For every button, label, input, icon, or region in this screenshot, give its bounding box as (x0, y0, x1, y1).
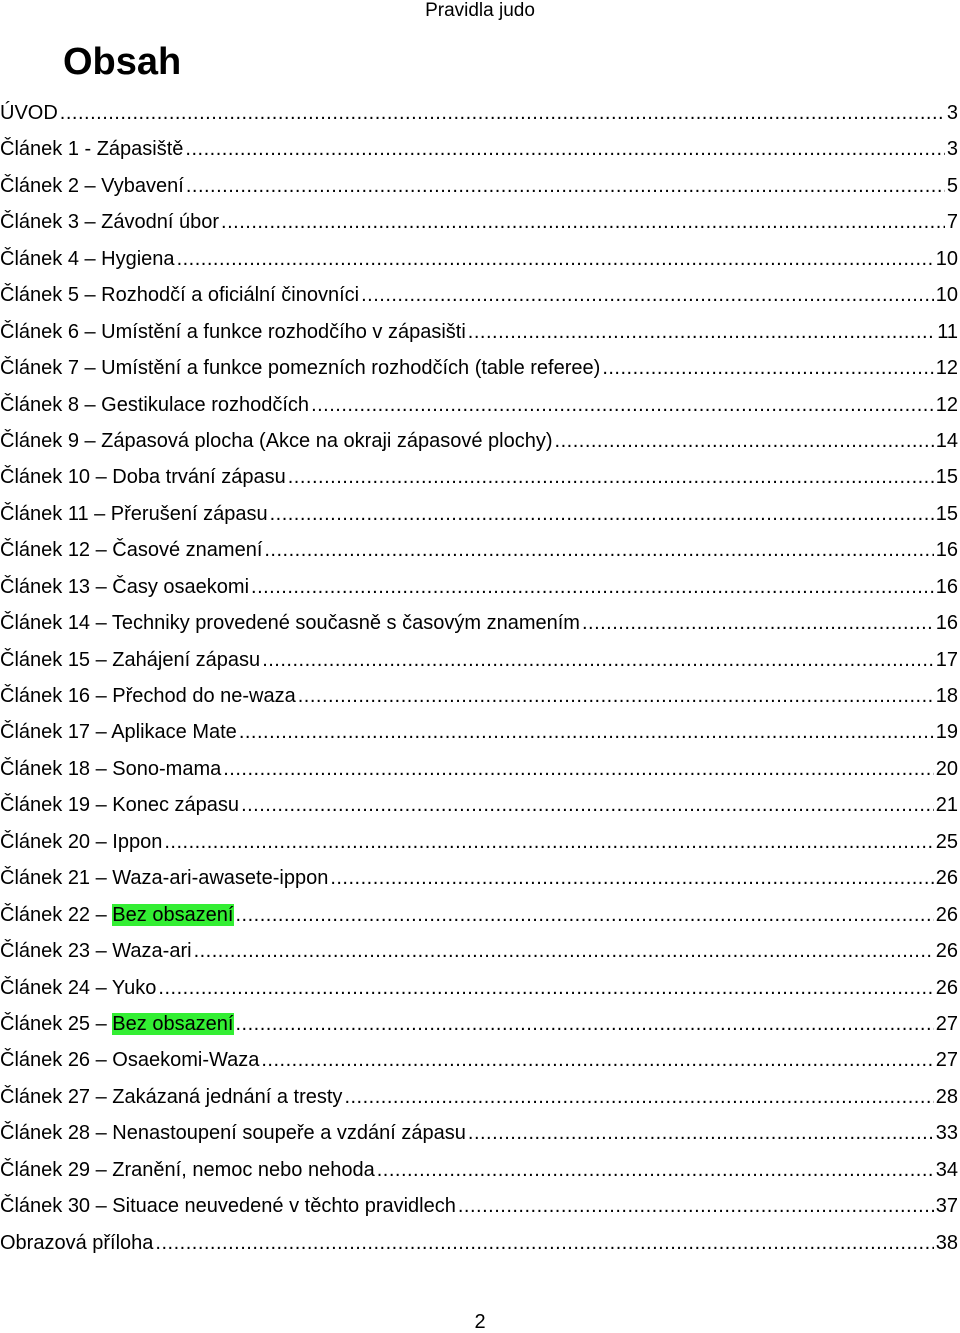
toc-entry-page-number[interactable]: 12 (935, 357, 958, 380)
toc-entry-title: Článek 13 – Časy osaekomi (0, 575, 250, 598)
toc-dot-leader (261, 1042, 933, 1078)
toc-entry[interactable] (0, 787, 958, 823)
toc-entry-title: Článek 17 – Aplikace Mate (0, 721, 237, 744)
toc-entry-label[interactable] (0, 277, 359, 313)
toc-entry[interactable] (0, 1115, 958, 1151)
toc-entry-label[interactable] (0, 678, 296, 714)
toc-entry-label[interactable] (0, 314, 466, 350)
toc-entry-page-number[interactable]: 10 (935, 247, 958, 270)
toc-entry-label[interactable] (0, 131, 183, 167)
toc-entry-page-number[interactable]: 5 (946, 174, 958, 197)
toc-entry-title: Článek 7 – Umístění a funkce pomezních rozhodčích (table referee) (0, 357, 601, 380)
toc-dot-leader (194, 933, 934, 969)
toc-entry-page-number[interactable]: 26 (935, 976, 958, 999)
toc-entry-title: Článek 15 – Zahájení zápasu (0, 648, 261, 671)
toc-entry[interactable] (0, 241, 958, 277)
toc-entry-title: Článek 10 – Doba trvání zápasu (0, 466, 286, 489)
toc-entry-label[interactable] (0, 168, 184, 204)
toc-entry-title: Článek 4 – Hygiena (0, 247, 175, 270)
toc-entry-title: Článek 9 – Zápasová plocha (Akce na okraji zápasové plochy) (0, 429, 553, 452)
toc-entry[interactable] (0, 496, 958, 532)
toc-entry-title: Článek 5 – Rozhodčí a oficiální činovníci (0, 284, 360, 307)
toc-entry-label[interactable] (0, 605, 580, 641)
toc-entry-page-number[interactable]: 33 (935, 1122, 958, 1145)
toc-entry-title: Článek 11 – Přerušení zápasu (0, 502, 268, 525)
toc-entry-title: Článek 28 – Nenastoupení soupeře a vzdání zápasu (0, 1122, 466, 1145)
toc-entry[interactable] (0, 569, 958, 605)
toc-dot-leader (251, 569, 934, 605)
toc-entry-title: Článek 8 – Gestikulace rozhodčích (0, 393, 310, 416)
toc-entry[interactable] (0, 897, 958, 933)
toc-entry-title: Článek 1 - Zápasiště (0, 138, 184, 161)
running-header: Pravidla judo (425, 0, 535, 21)
toc-entry-label[interactable] (0, 1006, 234, 1042)
toc-entry-label[interactable] (0, 1079, 342, 1115)
toc-entry[interactable] (0, 350, 958, 386)
toc-entry-title: Článek 25 – (0, 1012, 113, 1035)
toc-entry-page-number[interactable]: 26 (935, 903, 958, 926)
toc-entry[interactable] (0, 459, 958, 495)
toc-entry[interactable] (0, 605, 958, 641)
toc-entry-page-number[interactable]: 14 (935, 429, 958, 452)
toc-entry[interactable] (0, 1042, 958, 1078)
table-of-contents (0, 95, 958, 1261)
toc-entry-label[interactable] (0, 860, 328, 896)
toc-dot-leader (236, 897, 934, 933)
toc-entry[interactable] (0, 1152, 958, 1188)
toc-dot-leader (264, 532, 933, 568)
toc-entry-title: Článek 27 – Zakázaná jednání a tresty (0, 1085, 343, 1108)
toc-entry-title: Článek 6 – Umístění a funkce rozhodčího v zápasišti (0, 320, 466, 343)
toc-entry-label[interactable] (0, 642, 260, 678)
toc-dot-leader (311, 387, 934, 423)
toc-entry-page-number[interactable]: 17 (935, 648, 958, 671)
toc-entry[interactable] (0, 714, 958, 750)
toc-entry-label[interactable] (0, 933, 192, 969)
toc-entry-label[interactable] (0, 1042, 259, 1078)
toc-entry[interactable] (0, 933, 958, 969)
toc-entry-page-number[interactable]: 27 (935, 1012, 958, 1035)
toc-entry-page-number[interactable]: 26 (935, 940, 958, 963)
toc-entry-label[interactable] (0, 387, 309, 423)
toc-entry[interactable] (0, 642, 958, 678)
toc-dot-leader (155, 1225, 933, 1261)
toc-entry-label[interactable] (0, 423, 553, 459)
toc-entry-title: ÚVOD (0, 102, 58, 124)
toc-dot-leader (158, 970, 933, 1006)
toc-entry-label[interactable] (0, 496, 268, 532)
toc-entry-label[interactable] (0, 532, 262, 568)
toc-dot-leader (330, 860, 933, 896)
toc-entry-page-number[interactable]: 19 (935, 721, 958, 744)
toc-dot-leader (602, 350, 933, 386)
toc-entry-page-number[interactable]: 38 (935, 1231, 958, 1254)
toc-entry-title: Článek 23 – Waza-ari (0, 940, 192, 963)
toc-entry-label[interactable] (0, 714, 237, 750)
toc-entry-title: Článek 3 – Závodní úbor (0, 211, 220, 234)
toc-entry-highlight: Bez obsazení (112, 903, 234, 926)
toc-entry-label[interactable] (0, 787, 239, 823)
toc-entry[interactable] (0, 168, 958, 204)
toc-entry-title: Článek 19 – Konec zápasu (0, 794, 240, 817)
toc-entry-label[interactable] (0, 241, 175, 277)
toc-dot-leader (298, 678, 934, 714)
toc-entry[interactable] (0, 131, 958, 167)
toc-entry-title: Článek 30 – Situace neuvedené v těchto pravidlech (0, 1195, 456, 1218)
toc-dot-leader (241, 787, 934, 823)
toc-entry[interactable] (0, 314, 958, 350)
toc-entry[interactable] (0, 277, 958, 313)
toc-entry-label[interactable] (0, 95, 58, 131)
toc-entry-page-number[interactable]: 20 (935, 757, 958, 780)
toc-entry-page-number[interactable]: 15 (935, 466, 958, 489)
toc-entry[interactable] (0, 204, 958, 240)
toc-dot-leader (186, 168, 945, 204)
toc-entry-page-number[interactable]: 16 (935, 612, 958, 635)
toc-entry[interactable] (0, 95, 958, 131)
toc-entry[interactable] (0, 970, 958, 1006)
toc-dot-leader (223, 751, 934, 787)
toc-dot-leader (458, 1188, 934, 1224)
toc-dot-leader (177, 241, 934, 277)
toc-entry[interactable] (0, 1225, 958, 1261)
toc-entry-title: Článek 14 – Techniky provedené současně s časovým znamením (0, 612, 580, 635)
toc-entry[interactable] (0, 1079, 958, 1115)
toc-entry-title: Článek 18 – Sono-mama (0, 757, 222, 780)
toc-entry-title: Obrazová příloha (0, 1231, 154, 1254)
toc-entry-title: Článek 12 – Časové znamení (0, 539, 263, 562)
toc-entry-page-number[interactable]: 21 (935, 794, 958, 817)
toc-entry-page-number[interactable]: 3 (946, 102, 958, 124)
toc-dot-leader (239, 714, 934, 750)
toc-entry[interactable] (0, 678, 958, 714)
toc-entry-page-number[interactable]: 16 (935, 575, 958, 598)
toc-entry-label[interactable] (0, 459, 286, 495)
toc-entry-title: Článek 26 – Osaekomi-Waza (0, 1049, 260, 1072)
toc-entry[interactable] (0, 1006, 958, 1042)
toc-entry-page-number[interactable]: 37 (935, 1195, 958, 1218)
toc-entry-label[interactable] (0, 751, 221, 787)
toc-entry-page-number[interactable]: 3 (946, 138, 958, 161)
toc-entry[interactable] (0, 751, 958, 787)
toc-entry[interactable] (0, 860, 958, 896)
toc-entry-title: Článek 29 – Zranění, nemoc nebo nehoda (0, 1158, 375, 1181)
toc-entry-page-number[interactable]: 11 (937, 320, 958, 343)
toc-entry-page-number[interactable]: 12 (935, 393, 958, 416)
toc-entry-page-number[interactable]: 18 (935, 685, 958, 707)
toc-entry-page-number[interactable]: 28 (935, 1085, 958, 1108)
toc-entry-label[interactable] (0, 970, 156, 1006)
toc-entry-page-number[interactable]: 26 (935, 867, 958, 890)
toc-entry-title: Článek 24 – Yuko (0, 976, 157, 999)
toc-entry-title: Článek 21 – Waza-ari-awasete-ippon (0, 867, 329, 890)
toc-dot-leader (555, 423, 934, 459)
toc-entry[interactable] (0, 1188, 958, 1224)
toc-dot-leader (468, 1115, 934, 1151)
toc-entry-label[interactable] (0, 569, 249, 605)
toc-entry[interactable] (0, 423, 958, 459)
toc-dot-leader (164, 824, 933, 860)
toc-dot-leader (468, 314, 935, 350)
toc-entry-label[interactable] (0, 350, 600, 386)
toc-entry-label[interactable] (0, 897, 234, 933)
page-number: 2 (474, 1311, 486, 1333)
toc-dot-leader (288, 459, 934, 495)
toc-entry-label[interactable] (0, 1188, 456, 1224)
toc-dot-leader (377, 1152, 934, 1188)
toc-entry-highlight: Bez obsazení (112, 1012, 234, 1035)
toc-entry-page-number[interactable]: 34 (935, 1158, 958, 1181)
toc-dot-leader (582, 605, 934, 641)
toc-entry-label[interactable] (0, 1225, 153, 1261)
toc-entry-page-number[interactable]: 7 (946, 211, 958, 234)
toc-dot-leader (185, 131, 944, 167)
toc-dot-leader (262, 642, 934, 678)
toc-entry-title: Článek 20 – Ippon (0, 830, 163, 853)
toc-dot-leader (270, 496, 934, 532)
toc-entry-page-number[interactable]: 27 (935, 1049, 958, 1072)
toc-dot-leader (344, 1079, 933, 1115)
toc-dot-leader (60, 95, 945, 131)
toc-entry-page-number[interactable]: 25 (935, 830, 958, 853)
toc-title: Obsah (63, 41, 182, 83)
toc-entry[interactable] (0, 532, 958, 568)
toc-dot-leader (236, 1006, 934, 1042)
toc-entry-title: Článek 16 – Přechod do ne-waza (0, 685, 296, 707)
toc-dot-leader (361, 277, 934, 313)
toc-entry-label[interactable] (0, 1152, 375, 1188)
toc-entry-page-number[interactable]: 16 (935, 539, 958, 562)
toc-entry-page-number[interactable]: 15 (935, 502, 958, 525)
toc-entry-label[interactable] (0, 1115, 466, 1151)
toc-entry-label[interactable] (0, 824, 162, 860)
toc-entry-page-number[interactable]: 10 (935, 284, 958, 307)
toc-entry-title: Článek 22 – (0, 903, 113, 926)
toc-dot-leader (221, 204, 945, 240)
toc-entry[interactable] (0, 824, 958, 860)
toc-entry[interactable] (0, 387, 958, 423)
toc-entry-label[interactable] (0, 204, 219, 240)
toc-entry-title: Článek 2 – Vybavení (0, 174, 184, 197)
